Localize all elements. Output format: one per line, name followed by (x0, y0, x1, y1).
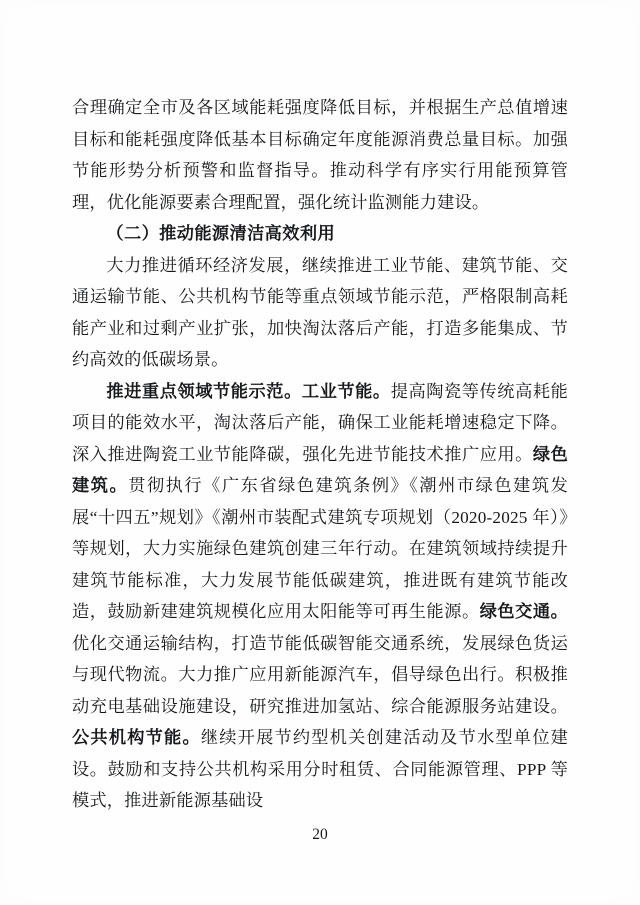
paragraph-key-area-demonstration (72, 376, 568, 817)
section-heading-clean-efficient-energy: （二）推动能源清洁高效利用 (106, 224, 336, 243)
page-number: 20 (312, 826, 328, 843)
run-in-heading-green-transport: 绿色交通。 (479, 602, 568, 621)
run-in-heading-industrial-energy-saving: 推进重点领域节能示范。工业节能。 (106, 381, 391, 401)
text-public-institution-body: 继续开展节约型机关创建活动及节水型单位建设。鼓励和支持公共机构采用分时租赁、合同能源管理、PPP 等模式，推进新能源基础设 (72, 728, 568, 810)
run-in-heading-green-building: 绿色建筑。 (72, 444, 569, 495)
paragraph-energy-intensity-target: 合理确定全市及各区域能耗强度降低目标，并根据生产总值增速目标和能耗强度降低基本目标确定年度能源消费总量目标。加强节能形势分析预警和监督指导。推动科学有序实行用能预算管理，优化能源要素合理配置，强化统计监测能力建设。 (72, 98, 568, 212)
run-in-heading-public-institution-energy-saving: 公共机构节能。 (72, 728, 201, 747)
text-green-transport-body: 优化交通运输结构，打造节能低碳智能交通系统，发展绿色货运与现代物流。大力推广应用新能源汽车，倡导绿色出行。积极推动充电基础设施建设，研究推进加氢站、综合能源服务站建设。 (72, 633, 568, 716)
paragraph-circular-economy: 大力推进循环经济发展，继续推进工业节能、建筑节能、交通运输节能、公共机构节能等重点领域节能示范，严格限制高耗能产业和过剩产业扩张，加快淘汰落后产能，打造多能集成、节约高效的低碳场景。 (72, 255, 568, 369)
text-industrial-energy-saving-body: 提高陶瓷等传统高耗能项目的能效水平，淘汰落后产能，确保工业能耗增速稳定下降。深入推进陶瓷工业节能降碳，强化先进节能技术推广应用。 (72, 381, 568, 464)
text-green-building-body: 贯彻执行《广东省绿色建筑条例》《潮州市绿色建筑发展“十四五”规划》《潮州市装配式建筑专项规划（2020-2025 年）》等规划，大力实施绿色建筑创建三年行动。在建筑领域持续提升建筑节能标准，大力发展节能低碳建筑，推进既有建筑节能改造，鼓励新建建筑规模化应用太阳能等可再生能源。 (72, 476, 568, 621)
document-body (72, 92, 568, 817)
